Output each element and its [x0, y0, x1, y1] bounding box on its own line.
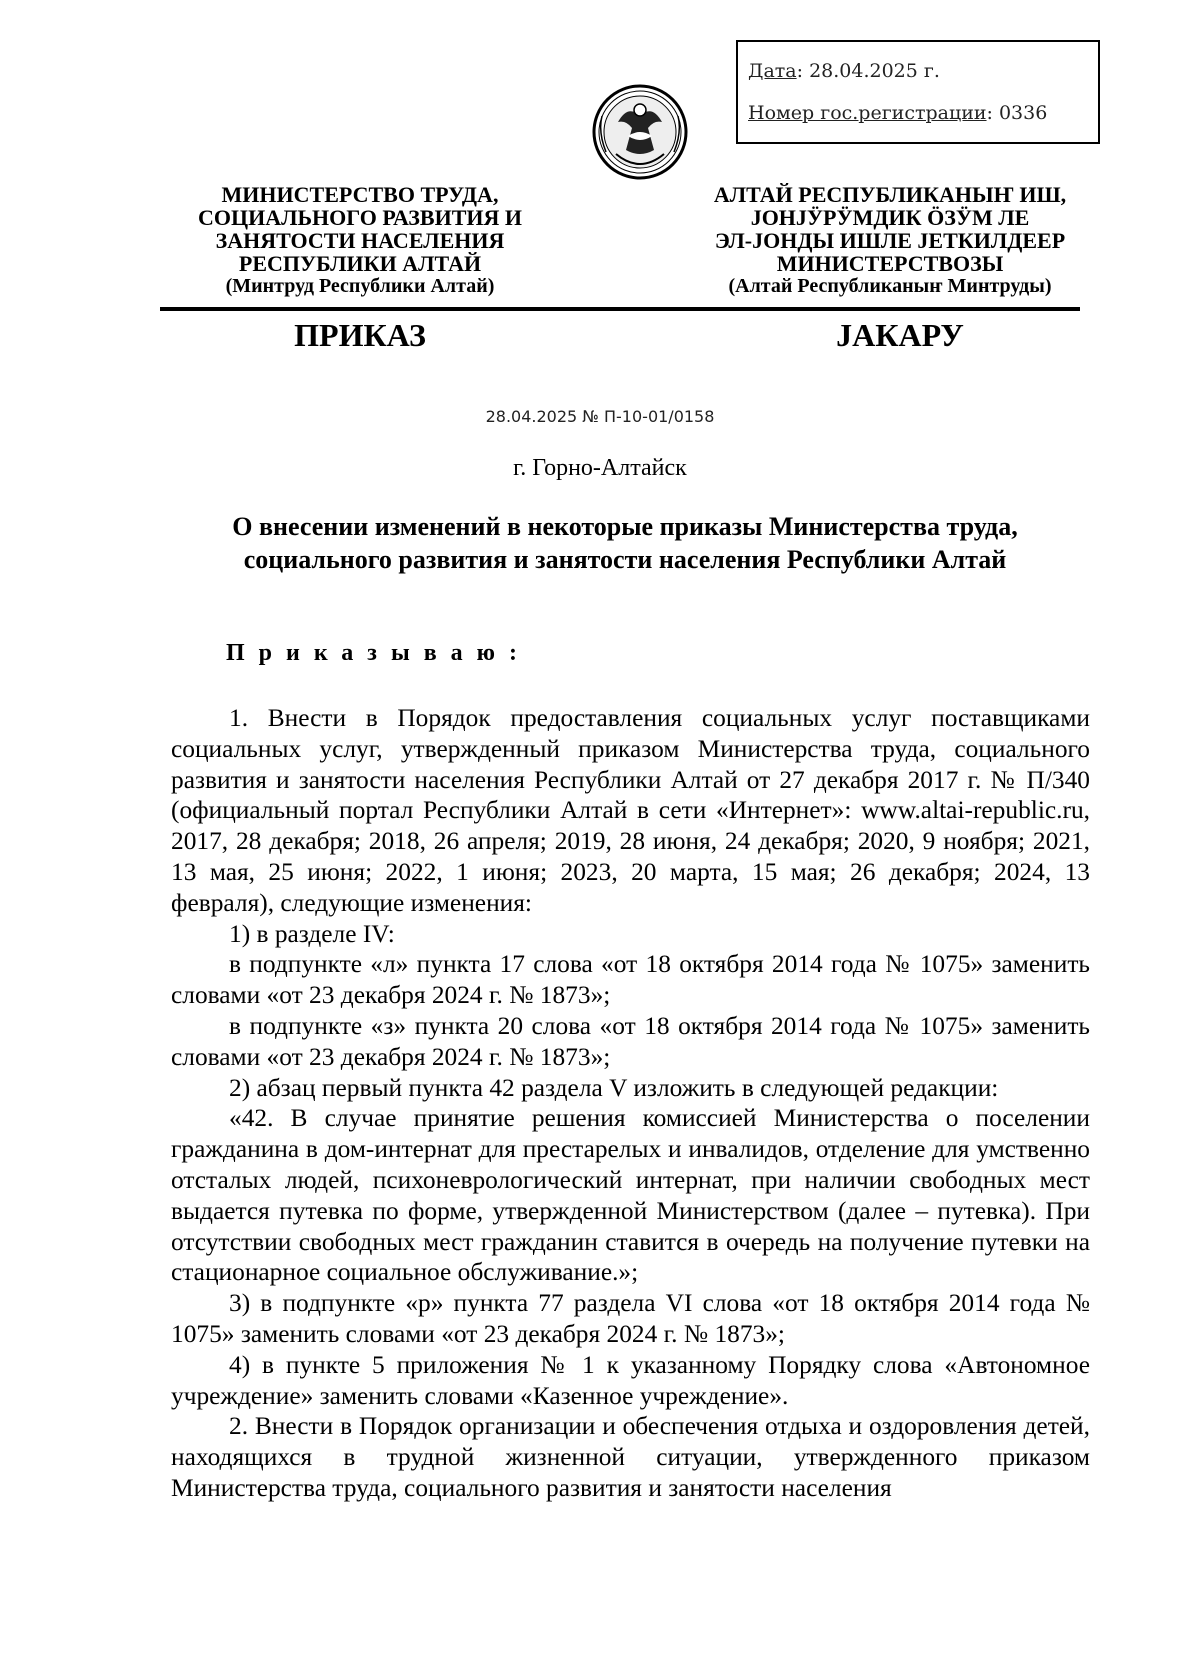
paragraph: 1. Внести в Порядок предоставления социальных услуг поставщиками социальных услуг, утвержденный приказом Министерства труда, социального развития и занятости населения Республики Алтай от 27 декабря 2017 г. № П/340 (официальный портал Республики Алтай в сети «Интернет»: www.altai-republic.ru, 2017, 28 декабря; 2018, 26 апреля; 2019, 28 июня, 24 декабря; 2020, 9 ноября; 2021, 13 мая, 25 июня; 2022, 1 июня; 2023, 20 марта, 15 мая; 26 декабря; 2024, 13 февраля), следующие изменения:: [171, 704, 1090, 917]
coat-of-arms-emblem-icon: [588, 80, 692, 194]
paragraph: 4) в пункте 5 приложения № 1 к указанному Порядку слова «Автономное учреждение» заменить словами «Казенное учреждение».: [171, 1350, 1090, 1410]
order-word-russian: ПРИКАЗ: [294, 317, 426, 353]
ministry-name-altai: АЛТАЙ РЕСПУБЛИКАНЫҤ ИШ, ЈОНЈӰРӰМДИК ӦЗӰМ ЛЕ ЭЛ-ЈОНДЫ ИШЛЕ ЈЕТКИЛДЕЕР МИНИСТЕРСТВОЗЫ (Алтай Республиканыҥ Минтруды): [713, 182, 1067, 297]
header-divider: [160, 307, 1080, 311]
order-number: 28.04.2025 № П-10-01/0158: [485, 407, 715, 426]
paragraph: 2. Внести в Порядок организации и обеспечения отдыха и оздоровления детей, находящихся в трудной жизненной ситуации, утвержденного приказом Министерства труда, социального развития и занятости населения: [171, 1412, 1090, 1502]
registration-date: Дата: 28.04.2025 г.: [748, 60, 940, 82]
city: г. Горно-Алтайск: [513, 455, 687, 481]
ministry-name-russian: МИНИСТЕРСТВО ТРУДА, СОЦИАЛЬНОГО РАЗВИТИЯ И ЗАНЯТОСТИ НАСЕЛЕНИЯ РЕСПУБЛИКИ АЛТАЙ (Минтруд Республики Алтай): [198, 182, 522, 297]
paragraph: 3) в подпункте «р» пункта 77 раздела VI слова «от 18 октября 2014 года № 1075» заменить словами «от 23 декабря 2024 г. № 1873»;: [171, 1289, 1090, 1348]
paragraph: «42. В случае принятие решения комиссией Министерства о поселении гражданина в дом-интернат для престарелых и инвалидов, отделение для умственно отсталых людей, психоневрологический интернат, при наличии свободных мест выдается путевка по форме, утвержденной Министерством (далее – путевка). При отсутствии свободных мест гражданин ставится в очередь на получение путевки на стационарное социальное обслуживание.»;: [171, 1104, 1090, 1287]
order-word-altai: ЈАКАРУ: [836, 317, 964, 353]
registration-number: Номер гос.регистрации: 0336: [748, 102, 1048, 124]
registration-box: [736, 40, 1100, 144]
paragraph: 2) абзац первый пункта 42 раздела V изложить в следующей редакции:: [229, 1073, 999, 1102]
decree-word: Приказываю:: [226, 640, 531, 666]
paragraph: в подпункте «з» пункта 20 слова «от 18 октября 2014 года № 1075» заменить словами «от 23 декабря 2024 г. № 1873»;: [171, 1011, 1090, 1071]
paragraph: 1) в разделе IV:: [229, 919, 395, 948]
document-body: [171, 703, 1090, 1504]
paragraph: в подпункте «л» пункта 17 слова «от 18 октября 2014 года № 1075» заменить словами «от 23 декабря 2024 г. № 1873»;: [171, 950, 1090, 1010]
document-title: О внесении изменений в некоторые приказы Министерства труда, социального развития и занятости населения Республики Алтай: [232, 512, 1018, 574]
